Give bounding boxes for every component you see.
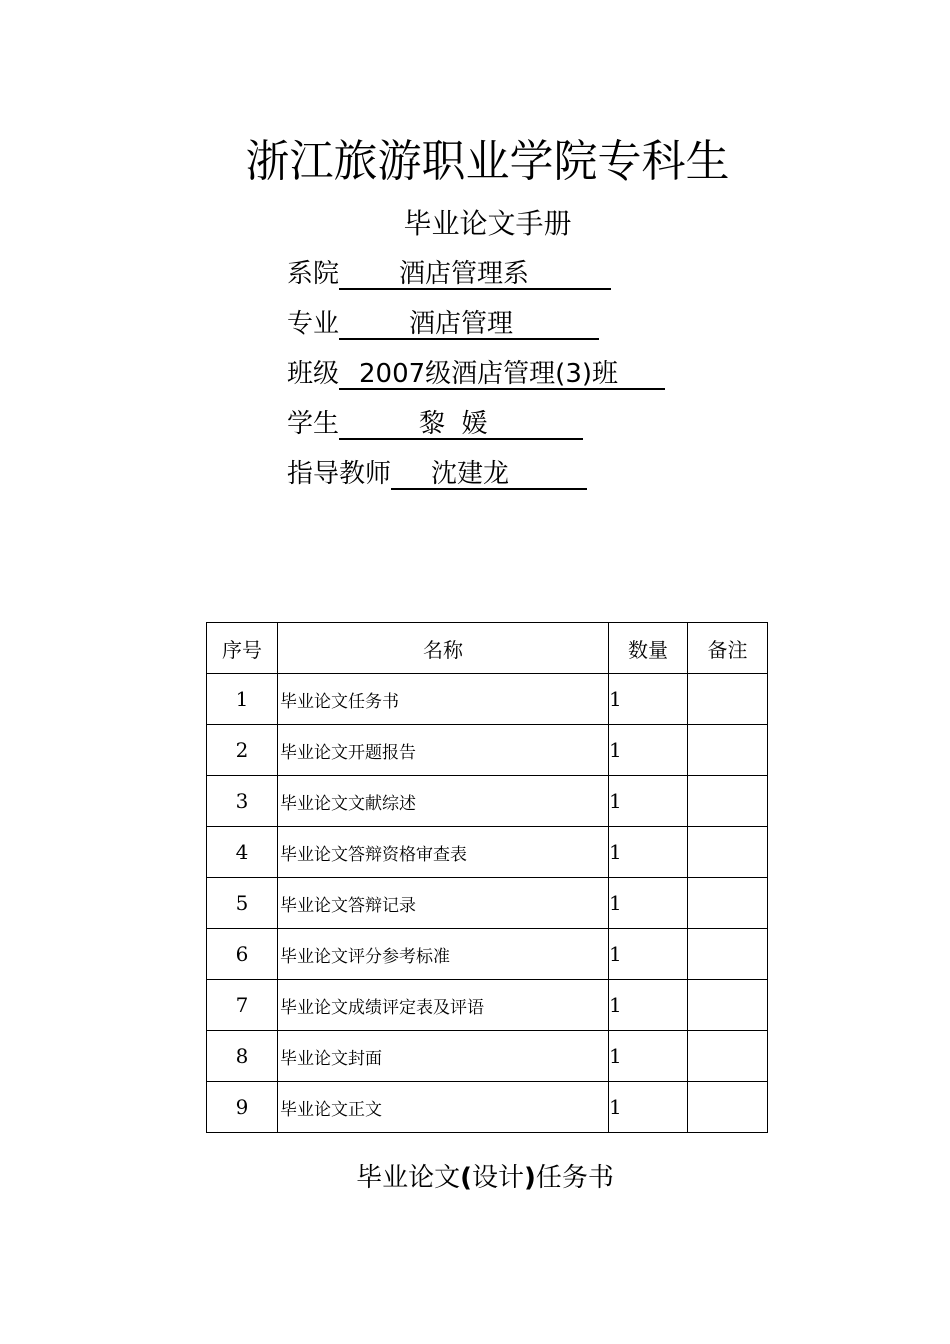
table-row bbox=[207, 776, 768, 827]
row-remark bbox=[688, 776, 768, 827]
field-department-value: 酒店管理系 bbox=[399, 259, 530, 289]
field-advisor-value: 沈建龙 bbox=[431, 459, 510, 489]
field-class-label: 班级 bbox=[287, 359, 340, 389]
field-major-label: 专业 bbox=[287, 309, 340, 339]
row-name: 毕业论文正文 bbox=[278, 1082, 609, 1133]
document-title: 浙江旅游职业学院专科生 bbox=[245, 136, 730, 187]
row-name: 毕业论文文献综述 bbox=[278, 776, 609, 827]
row-index: 7 bbox=[207, 980, 278, 1031]
row-quantity: 1 bbox=[609, 1031, 688, 1082]
row-name: 毕业论文答辩资格审查表 bbox=[278, 827, 609, 878]
field-student-value: 黎 媛 bbox=[419, 409, 488, 439]
field-major-value-line bbox=[339, 304, 599, 340]
row-remark bbox=[688, 929, 768, 980]
assignment-section-title bbox=[0, 1158, 950, 1198]
assignment-title-suffix: 任务书 bbox=[535, 1163, 614, 1193]
row-name: 毕业论文开题报告 bbox=[278, 725, 609, 776]
row-remark bbox=[688, 827, 768, 878]
header-remark: 备注 bbox=[688, 623, 768, 674]
row-name: 毕业论文成绩评定表及评语 bbox=[278, 980, 609, 1031]
field-advisor-value-line bbox=[391, 454, 587, 490]
field-student bbox=[287, 404, 583, 444]
row-index: 9 bbox=[207, 1082, 278, 1133]
field-class-value-line bbox=[339, 354, 665, 390]
assignment-title-prefix: 毕业论文 bbox=[356, 1163, 461, 1193]
row-quantity: 1 bbox=[609, 1082, 688, 1133]
field-department-label: 系院 bbox=[287, 259, 340, 289]
field-major-value: 酒店管理 bbox=[409, 309, 514, 339]
row-name: 毕业论文评分参考标准 bbox=[278, 929, 609, 980]
row-index: 5 bbox=[207, 878, 278, 929]
table-row bbox=[207, 1082, 768, 1133]
field-class bbox=[287, 354, 665, 394]
row-name: 毕业论文任务书 bbox=[278, 674, 609, 725]
field-department bbox=[287, 254, 611, 294]
field-major bbox=[287, 304, 599, 344]
row-remark bbox=[688, 878, 768, 929]
row-quantity: 1 bbox=[609, 674, 688, 725]
header-quantity: 数量 bbox=[609, 623, 688, 674]
row-index: 6 bbox=[207, 929, 278, 980]
row-index: 4 bbox=[207, 827, 278, 878]
row-remark bbox=[688, 674, 768, 725]
row-name: 毕业论文封面 bbox=[278, 1031, 609, 1082]
assignment-title-close-paren: ) bbox=[524, 1163, 536, 1193]
field-student-value-line bbox=[339, 404, 583, 440]
row-index: 8 bbox=[207, 1031, 278, 1082]
row-index: 1 bbox=[207, 674, 278, 725]
field-department-value-line bbox=[339, 254, 611, 290]
row-quantity: 1 bbox=[609, 776, 688, 827]
row-quantity: 1 bbox=[609, 725, 688, 776]
row-index: 2 bbox=[207, 725, 278, 776]
assignment-title-middle: 设计 bbox=[471, 1163, 524, 1193]
header-name: 名称 bbox=[278, 623, 609, 674]
table-row bbox=[207, 674, 768, 725]
row-quantity: 1 bbox=[609, 878, 688, 929]
table-row bbox=[207, 980, 768, 1031]
row-remark bbox=[688, 1031, 768, 1082]
field-advisor bbox=[287, 454, 587, 494]
table-row bbox=[207, 1031, 768, 1082]
table-header-row bbox=[207, 623, 768, 674]
field-class-value: 2007级酒店管理(3)班 bbox=[359, 359, 619, 389]
row-remark bbox=[688, 1082, 768, 1133]
row-remark bbox=[688, 725, 768, 776]
row-quantity: 1 bbox=[609, 980, 688, 1031]
field-student-label: 学生 bbox=[287, 409, 340, 439]
contents-table bbox=[206, 622, 768, 1133]
table-row bbox=[207, 827, 768, 878]
table-row bbox=[207, 929, 768, 980]
table-row bbox=[207, 878, 768, 929]
row-remark bbox=[688, 980, 768, 1031]
row-index: 3 bbox=[207, 776, 278, 827]
row-name: 毕业论文答辩记录 bbox=[278, 878, 609, 929]
header-index: 序号 bbox=[207, 623, 278, 674]
table-row bbox=[207, 725, 768, 776]
field-advisor-label: 指导教师 bbox=[287, 459, 392, 489]
row-quantity: 1 bbox=[609, 929, 688, 980]
assignment-title-open-paren: ( bbox=[460, 1163, 472, 1193]
document-subtitle: 毕业论文手册 bbox=[403, 207, 572, 240]
row-quantity: 1 bbox=[609, 827, 688, 878]
